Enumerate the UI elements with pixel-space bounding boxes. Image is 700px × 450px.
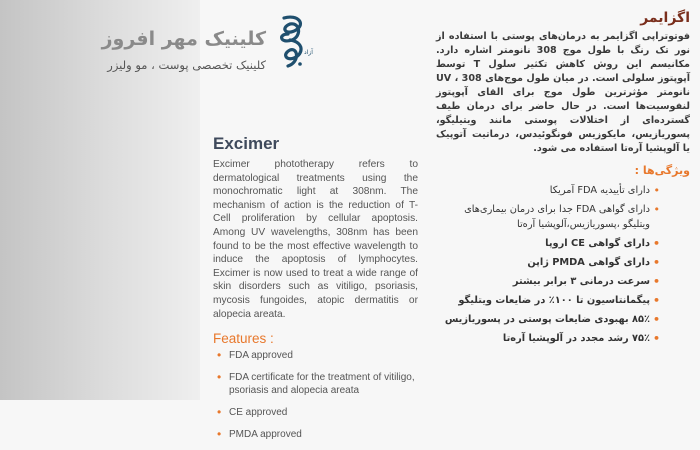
bullet-icon: •	[652, 275, 660, 288]
persian-feature-text: ۸۵٪ بهبودی ضایعات پوستی در پسوریازیس	[444, 314, 650, 325]
bullet-icon: •	[217, 370, 222, 385]
bullet-icon: •	[217, 405, 222, 420]
persian-feature-text: ۷۵٪ رشد مجدد در آلوپشیا آره‌تا	[502, 333, 650, 344]
english-feature-text: CE approved	[229, 407, 288, 419]
bullet-icon: •	[653, 203, 660, 216]
clinic-logo-icon	[274, 14, 313, 70]
english-feature-item	[217, 349, 418, 362]
clinic-name: کلینیک مهر افروز	[101, 28, 266, 50]
bullet-icon: •	[652, 237, 660, 250]
persian-feature-text: پیگمانتاسیون تا ۱۰۰٪ در ضایعات ویتلیگو	[458, 295, 650, 306]
bullet-icon: •	[652, 332, 660, 345]
bullet-icon: •	[217, 348, 222, 363]
persian-section	[436, 10, 690, 350]
persian-feature-item	[436, 255, 660, 270]
bullet-icon: •	[652, 294, 660, 307]
english-body: Excimer phototherapy refers to dermatological treatments using the monochromatic light at 308nm. The mechanism of action is the reduction of T-Cell proliferation by cellular apoptosis. Among UV wavelengths, 308nm has been found to be the most effective wavelength to induce the apoptosis of lymphocytes. Excimer is now used to treat a wide range of skin disorders such as vitiligo, psoriasis, mycosis fungoides, atopic dermatitis or alopecia areata.	[213, 159, 418, 320]
persian-feature-item	[436, 293, 660, 308]
clinic-header	[78, 14, 313, 86]
persian-feature-item	[436, 312, 660, 327]
persian-body: فوتوتراپی اگزایمر به درمان‌های پوستی با استفاده از نور تک رنگ با طول موج 308 نانومتر اشاره دارد. مکانیسم این روش کاهش تکثیر سلول T توسط آپوپتوز سلولی است. در میان طول موج‌های UV ، 308 نانومتر مؤثرترین طول موج برای القای آپوپتوز لنفوسیت‌ها است. در حال حاضر برای درمان طیف گسترده‌ای از اختلالات پوستی مانند ویتیلیگو، پسوریازیس، مایکوزیس فونگوئیدس، درماتیت آتوپیک یا آلوپشیا آره‌تا استفاده می شود.	[436, 31, 690, 154]
persian-features-heading: ویژگی‌ها :	[634, 164, 690, 177]
bullet-icon: •	[652, 256, 660, 269]
persian-title: اگزایمر	[640, 10, 690, 26]
persian-feature-text: سرعت درمانی ۳ برابر بیشتر	[512, 276, 650, 287]
persian-feature-text: دارای گواهی PMDA ژاپن	[527, 257, 650, 268]
persian-feature-text: دارای گواهی FDA جدا برای درمان بیماری‌های ویتلیگو ،پسوریازیس،آلوپشیا آره‌تا	[464, 204, 650, 230]
persian-feature-text: دارای تأییدیه FDA آمریکا	[549, 185, 650, 196]
english-feature-text: FDA approved	[229, 350, 293, 362]
english-section	[213, 134, 418, 450]
bullet-icon: •	[652, 313, 660, 326]
english-features-heading: Features :	[213, 331, 274, 347]
english-feature-text: FDA certificate for the treatment of vitiligo, psoriasis and alopecia areata	[229, 372, 415, 397]
persian-features-list	[436, 183, 690, 346]
persian-feature-text: دارای گواهی CE اروپا	[545, 238, 650, 249]
english-feature-item	[217, 428, 418, 441]
english-features-list	[213, 349, 418, 441]
persian-feature-item	[436, 183, 660, 198]
clinic-subtitle: کلینیک تخصصی پوست ، مو ولیزر	[107, 58, 266, 72]
english-title: Excimer	[213, 134, 280, 153]
persian-feature-item	[436, 236, 660, 251]
persian-feature-item	[436, 202, 660, 232]
persian-feature-item	[436, 331, 660, 346]
english-feature-item	[217, 406, 418, 419]
bullet-icon: •	[653, 184, 660, 197]
bullet-icon: •	[217, 427, 222, 442]
english-feature-text: PMDA approved	[229, 429, 302, 441]
logo-text: آزاد	[304, 49, 313, 56]
english-feature-item	[217, 371, 418, 397]
persian-feature-item	[436, 274, 660, 289]
